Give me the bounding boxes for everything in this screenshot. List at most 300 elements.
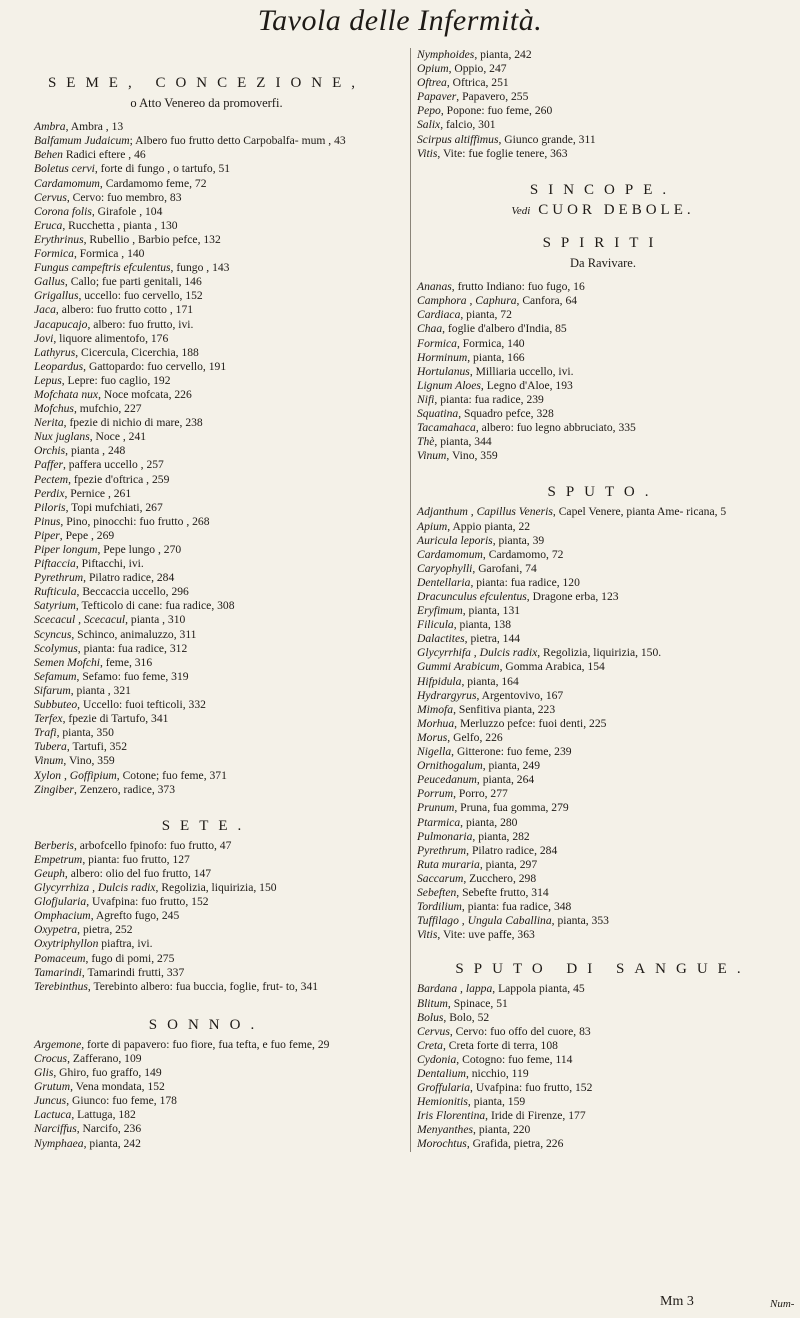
index-entry [417,1011,789,1025]
entry-description: , pianta, 297 [479,857,538,871]
see-also-target: CUOR DEBOLE. [538,201,695,218]
index-entry [34,318,379,332]
entry-term: Dentellaria [417,575,471,589]
index-entry [417,604,789,618]
entry-description: , uccello: fuo cervello, 152 [78,289,203,303]
entry-term: Hortulanus [417,364,470,378]
index-entry [34,712,379,726]
entry-term: Pectem [34,472,69,486]
index-entry [417,801,789,815]
index-entry [417,745,789,759]
entry-term: Terebinthus [34,979,88,993]
entry-term: Iris Florentina [417,1109,486,1123]
index-entry [34,515,379,529]
entry-term: Mofchus [34,402,74,416]
index-entry [417,48,789,62]
entry-term: Porrum [417,787,454,801]
entry-description: , pianta, 131 [462,604,521,618]
index-entry [417,703,789,717]
index-entry [34,289,379,303]
index-entry [417,576,789,590]
entry-term: Ananas [417,280,452,294]
index-entry [417,421,789,435]
entry-term: Scecacul , Scecacul [34,613,126,627]
entry-description: , Zenzero, radice, 373 [73,782,176,796]
entry-description: , pianta, 242 [83,1136,141,1150]
entry-description: , Tartufi, 352 [66,740,128,754]
entry-description: , Tefticolo di cane: fua radice, 308 [75,599,235,613]
entry-description: , Papavero, 255 [456,90,529,104]
entry-description: , Giunco: fuo feme, 178 [66,1094,177,1108]
index-entry [417,449,789,463]
index-entry [34,783,379,797]
entry-description: , fugo di pomi, 275 [85,951,175,965]
entry-description: , pianta , 310 [125,613,186,627]
index-entry [34,895,379,909]
entry-term: Lactuca [34,1108,72,1122]
entry-description: , Gitterone: fuo feme, 239 [451,745,572,759]
index-entry [34,388,379,402]
index-entry [34,360,379,374]
index-entry [417,407,789,421]
entry-description: , Lappola pianta, 45 [492,982,585,996]
entry-description: , Argentovivo, 167 [476,688,564,702]
entry-list-seme [34,120,379,797]
entry-description: , Capel Venere, pianta Ame- ricana, 5 [552,505,727,519]
index-entry [34,769,379,783]
entry-description: , Pepe , 269 [59,528,115,542]
index-entry [34,529,379,543]
right-column [410,48,789,1152]
entry-term: Sifarum [34,683,71,697]
index-entry [417,520,789,534]
entry-term: Nifi [417,392,435,406]
entry-description: , Lattuga, 182 [71,1108,136,1122]
entry-description: , Spinace, 51 [447,996,508,1010]
entry-list-spiriti [417,280,789,463]
entry-description: , fungo , 143 [170,261,230,275]
index-entry [417,997,789,1011]
entry-term: Eruca [34,218,63,232]
entry-description: , Noce mofcata, 226 [98,387,192,401]
entry-description: , Cardamomo feme, 72 [99,176,207,190]
entry-description: , Oftrica, 251 [446,76,509,90]
entry-term: Satyrium [34,599,76,613]
index-entry [34,1052,379,1066]
index-entry [417,393,789,407]
index-entry [34,458,379,472]
entry-term: Sefamum [34,669,77,683]
entry-term: Hifpidula [417,674,462,688]
index-entry [417,294,789,308]
entry-term: Glycyrrhiza , Dulcis radix [34,881,156,895]
index-entry [417,147,789,161]
index-entry [417,379,789,393]
page-footer [660,1294,795,1310]
entry-term: Argemone [34,1037,82,1051]
entry-description: , Senfitiva pianta, 223 [453,702,556,716]
entry-term: Cervus [417,1024,450,1038]
entry-term: Pinus [34,514,61,528]
entry-list-sonno [34,1038,379,1151]
entry-term: Ambra [34,120,66,134]
index-entry [417,1053,789,1067]
section-heading-seme: SEME, CONCEZIONE, [47,75,366,91]
entry-term: Peucedanum [417,773,477,787]
entry-term: Vitis [417,928,438,942]
entry-description: , pianta , 321 [70,683,131,697]
entry-description: , pianta, 242 [474,48,532,61]
entry-description: , Narcifo, 236 [76,1122,142,1136]
entry-term: Dentalium [417,1067,466,1080]
entry-term: Cervus [34,190,67,204]
entry-description: , Squadro pefce, 328 [458,406,554,420]
entry-description: , Pino, pinocchi: fuo frutto , 268 [60,514,210,528]
entry-description: , Uvafpina: fuo frutto, 152 [470,1081,593,1095]
entry-description: , Zucchero, 298 [463,871,537,885]
entry-description: , Rucchetta , pianta , 130 [62,218,178,232]
entry-term: Scirpus altiffimus [417,132,499,146]
entry-description: , fpezie di nichio di mare, 238 [63,416,203,430]
entry-description: , albero: olio del fuo frutto, 147 [64,866,212,880]
entry-description: , pianta, 350 [56,726,114,740]
index-entry [417,660,789,674]
entry-description: , pianta: fuo frutto, 127 [82,852,190,866]
index-entry [34,191,379,205]
entry-term: Jovi [34,331,54,345]
entry-term: Tuffilago , Ungula Caballina [417,914,552,928]
index-entry [417,900,789,914]
index-entry [34,543,379,557]
entry-term: Boletus cervi [34,162,95,176]
entry-description: , Popone: fuo feme, 260 [440,104,553,118]
index-entry [34,120,379,134]
entry-description: , Agrefto fugo, 245 [90,909,180,923]
index-entry [417,590,789,604]
index-entry [34,740,379,754]
entry-description: ; Albero fuo frutto detto Carpobalfa- mum , 43 [129,134,346,148]
entry-term: Thè [417,435,435,449]
entry-description: , Terebinto albero: fua buccia, foglie, frut- to, 341 [87,979,319,993]
entry-term: Creta [417,1038,443,1052]
entry-term: Vinum [34,754,64,768]
entry-term: Trafi [34,726,57,740]
entry-term: Gallus [34,275,65,289]
index-entry [34,599,379,613]
entry-description: , Vena mondata, 152 [70,1080,165,1094]
entry-term: Juncus [34,1094,67,1108]
entry-term: Nerita [34,416,64,430]
entry-description: , Bolo, 52 [443,1010,490,1024]
entry-term: Nymphaea [34,1136,84,1150]
entry-description: , Porro, 277 [453,787,508,801]
index-entry [34,656,379,670]
entry-term: Glofjularia [34,895,87,909]
entry-description: , Pruna, fua gomma, 279 [454,801,569,815]
index-entry [417,118,789,132]
index-entry [417,337,789,351]
index-entry [34,444,379,458]
index-entry [417,1039,789,1053]
entry-description: , Topi mufchiati, 267 [65,500,163,514]
entry-description: , albero: fuo frutto cotto , 171 [55,303,194,317]
entry-description: , Tamarindi frutti, 337 [81,965,185,979]
index-entry [417,562,789,576]
index-entry [34,966,379,980]
index-entry [417,858,789,872]
entry-description: , Vite: uve paffe, 363 [437,928,535,942]
entry-term: Paffer [34,458,63,472]
section-subtitle-spiriti: Da Ravivare. [570,256,636,271]
section-heading-sputo: SPUTO. [547,484,659,501]
index-entry [417,322,789,336]
entry-description: , pianta, 159 [467,1095,526,1109]
entry-term: Camphora , Caphura [417,294,517,308]
entry-term: Vinum [417,449,447,463]
entry-term: Grutum [34,1080,71,1094]
index-entry [34,473,379,487]
index-entry [34,684,379,698]
entry-term: Nymphoides [417,48,475,61]
entry-description: , pianta, 138 [453,618,512,632]
entry-description: , Vino, 359 [63,754,115,768]
index-entry [417,982,789,996]
entry-term: Morochtus [417,1137,467,1151]
entry-term: Terfex [34,712,63,726]
entry-description: , Appio pianta, 22 [447,519,531,533]
entry-term: Pomaceum [34,951,86,965]
index-entry [417,365,789,379]
index-entry [34,148,379,162]
index-entry [34,754,379,768]
entry-description: , pianta, 282 [472,829,530,843]
catchword: Num- [770,1298,795,1310]
index-entry [417,646,789,660]
index-entry [34,980,379,994]
index-entry [417,280,789,294]
entry-term: Hydrargyrus [417,688,477,702]
section-heading-sete: SETE. [161,817,252,834]
index-entry [34,670,379,684]
index-entry [417,1081,789,1095]
entry-description: , Pilatro radice, 284 [83,571,175,585]
index-entry [417,632,789,646]
index-entry [417,1095,789,1109]
entry-description: , pianta: fua radice, 120 [470,575,580,589]
entry-description: , fpezie d'oftrica , 259 [68,472,170,486]
index-entry [34,867,379,881]
signature-mark: Mm 3 [660,1294,694,1309]
entry-list-sete [34,839,379,994]
entry-term: Grigallus [34,289,79,303]
entry-description: , Cervo: fuo membro, 83 [66,190,182,204]
entry-description: , Dragone erba, 123 [526,590,619,603]
entry-term: Jaca [34,303,56,317]
entry-description: , pianta , 248 [65,444,126,458]
entry-term: Scolymus [34,641,78,655]
entry-description: , Merluzzo pefce: fuoi denti, 225 [454,716,607,730]
entry-term: Jacapucajo [34,317,88,331]
index-entry [34,952,379,966]
entry-description: , Girafole , 104 [91,204,163,218]
entry-term: Piper longum [34,543,98,556]
index-entry [34,275,379,289]
entry-term: Auricula leporis [417,533,493,547]
index-entry [34,1108,379,1122]
entry-list-sputo [417,505,789,942]
entry-term: Tacamahaca [417,421,476,435]
entry-description: , Legno d'Aloe, 193 [480,378,573,392]
index-entry [34,853,379,867]
entry-description: , Lepre: fuo caglio, 192 [61,373,171,387]
index-entry [34,402,379,416]
entry-description: piaftra, ivi. [98,937,153,951]
entry-term: Prunum [417,801,455,815]
entry-term: Lathyrus [34,345,76,359]
entry-description: , arbofcello fpinofo: fuo frutto, 47 [73,838,232,852]
entry-description: , feme, 316 [100,655,153,669]
section-heading-spiriti: SPIRITI [542,234,664,251]
index-entry [34,881,379,895]
index-entry [417,505,789,519]
entry-description: , Ambra , 13 [65,120,124,134]
entry-description: , pietra, 252 [77,923,133,937]
entry-description: , forte di papavero: fuo fiore, fua tefta, e fuo feme, 29 [81,1037,330,1051]
entry-term: Xylon , Goffipium [34,768,117,782]
entry-term: Zingiber [34,782,74,796]
entry-term: Piftaccia [34,557,76,571]
entry-term: Ptarmica [417,815,461,829]
entry-term: Pyrethrum [34,571,84,585]
left-column [34,68,379,1151]
entry-term: Groffularia [417,1081,471,1095]
entry-term: Crocus [34,1052,68,1065]
entry-term: Pepo [417,104,441,118]
entry-term: Rufticula [34,585,77,599]
index-entry [417,1137,789,1151]
entry-term: Perdix [34,486,65,500]
index-entry [34,205,379,219]
entry-description: , Milliaria uccello, ivi. [469,364,574,378]
index-entry [34,1066,379,1080]
entry-description: , Iride di Firenze, 177 [485,1109,586,1123]
index-entry [34,332,379,346]
entry-term: Dalactites [417,632,465,646]
entry-description: , Pernice , 261 [64,486,132,500]
index-entry [34,261,379,275]
index-entry [417,689,789,703]
entry-term: Geuph [34,866,65,880]
entry-term: Lignum Aloes [417,378,481,392]
entry-term: Piper [34,528,60,542]
index-entry [34,628,379,642]
entry-term: Pyrethrum [417,843,467,857]
entry-description: , foglie d'albero d'India, 85 [442,322,567,336]
entry-term: Pulmonaria [417,829,473,843]
entry-description: , pianta, 280 [460,815,518,829]
entry-description: , pianta, 249 [482,759,541,773]
entry-list-sonno-cont [417,48,789,161]
index-entry [34,162,379,176]
section-heading-sonno: SONNO. [148,1016,265,1033]
section-heading-sincope: SINCOPE. [529,181,677,198]
entry-term: Nigella [417,745,452,759]
entry-term: Erythrinus [34,232,84,246]
entry-term: Bardana , lappa [417,982,493,996]
see-also-line [417,203,789,218]
entry-description: , Formica , 140 [73,247,145,261]
entry-description: , pianta: fua radice, 312 [77,641,188,655]
entry-description: , Creta forte di terra, 108 [442,1038,558,1052]
entry-term: Ornithogalum [417,759,483,773]
index-entry [417,830,789,844]
entry-term: Orchis [34,444,66,458]
entry-term: Formica [417,336,457,350]
entry-term: Blitum [417,996,448,1010]
entry-description: , Canfora, 64 [516,294,578,308]
entry-term: Gummi Arabicum [417,660,500,674]
entry-description: , Vino, 359 [446,449,498,463]
entry-term: Piloris [34,500,66,514]
entry-term: Balfamum Judaicum [34,134,130,148]
entry-term: Formica [34,247,74,261]
entry-description: Radici eftere , 46 [62,148,146,162]
entry-description: , Ghiro, fuo graffo, 149 [53,1066,162,1080]
index-entry [34,501,379,515]
index-entry [417,1025,789,1039]
entry-term: Oftrea [417,76,447,90]
entry-term: Corona folis [34,204,92,218]
entry-description: , Gattopardo: fuo cervello, 191 [83,359,227,373]
index-entry [417,928,789,942]
entry-term: Morus [417,730,448,744]
entry-description: , Sebefte frutto, 314 [456,885,549,899]
index-entry [417,914,789,928]
entry-description: , Cicercula, Cicerchia, 188 [75,345,199,359]
entry-description: , falcio, 301 [440,118,496,132]
entry-description: , Grafida, pietra, 226 [466,1137,564,1151]
entry-term: Cydonia [417,1052,457,1066]
entry-term: Dracunculus efculentus [417,590,527,603]
entry-term: Nux juglans [34,430,90,444]
index-entry [34,247,379,261]
entry-term: Caryophylli [417,561,473,575]
index-entry [417,1123,789,1137]
index-entry [34,1137,379,1151]
index-entry [417,844,789,858]
entry-term: Empetrum [34,852,83,866]
entry-description: , Noce , 241 [89,430,147,444]
see-also-label: Vedi [511,204,531,217]
entry-description: , mufchio, 227 [73,402,142,416]
entry-description: , Piftacchi, ivi. [75,557,144,571]
entry-term: Narciffus [34,1122,77,1136]
index-entry [417,76,789,90]
index-entry [417,548,789,562]
index-entry [34,487,379,501]
entry-term: Adjanthum , Capillus Veneris [417,505,553,519]
entry-term: Behen [34,148,63,162]
entry-description: , Gelfo, 226 [447,730,503,744]
index-entry [417,731,789,745]
entry-term: Eryfimum [417,604,463,618]
entry-term: Apium [417,519,448,533]
entry-description: , Pepe lungo , 270 [97,543,182,556]
entry-term: Glis [34,1066,54,1080]
entry-description: , liquore alimentofo, 176 [53,331,169,345]
entry-term: Menyanthes [417,1123,474,1137]
index-entry [34,303,379,317]
